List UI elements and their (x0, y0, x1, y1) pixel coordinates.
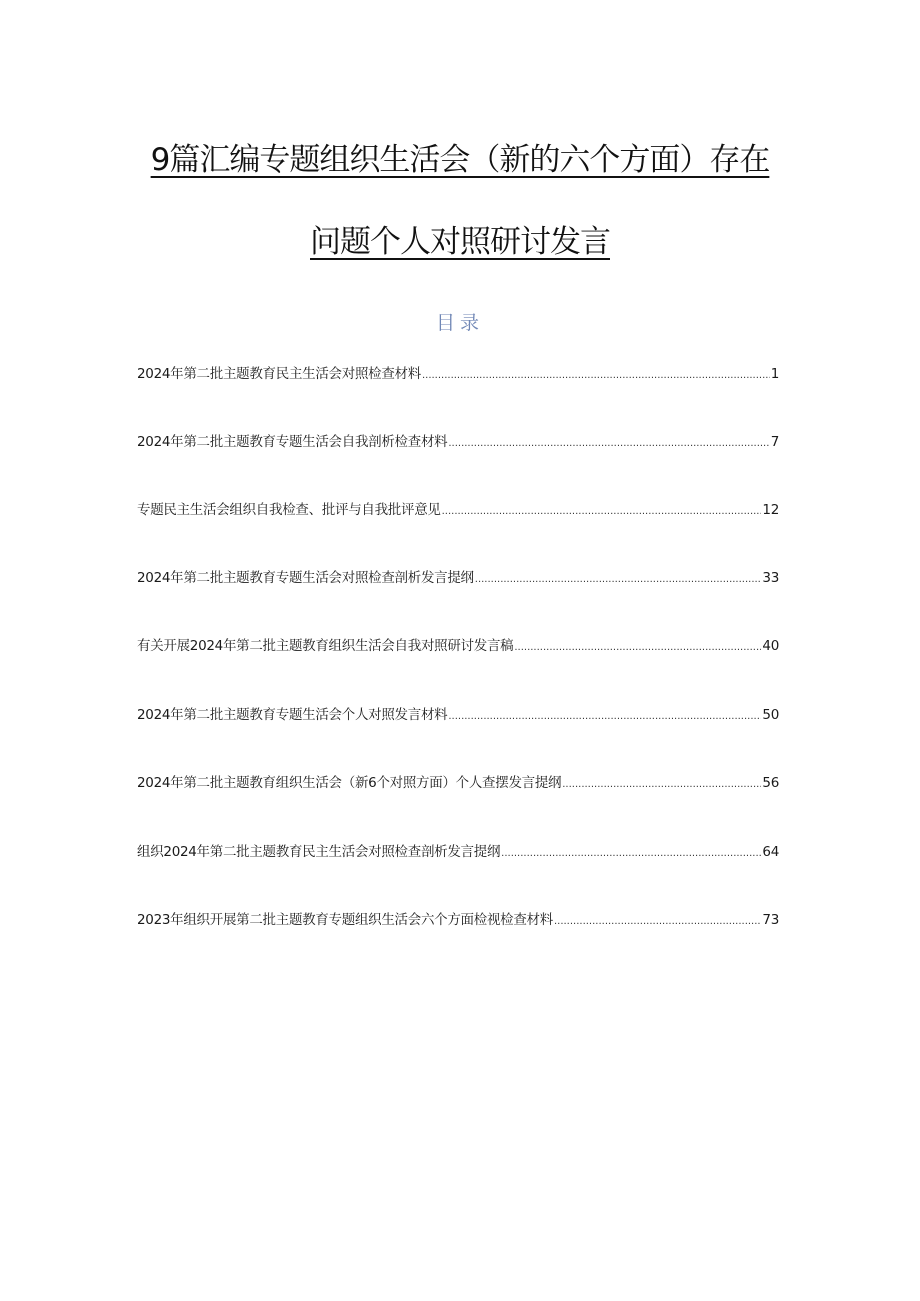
toc-entry-title: 2024年第二批主题教育民主生活会对照检查材料 (137, 366, 421, 382)
toc-entry-page: 1 (770, 366, 779, 382)
toc-leader-dots (501, 842, 761, 866)
document-title-text-2: 问题个人对照研讨发言 (310, 224, 610, 260)
toc-entry-title: 专题民主生活会组织自我检查、批评与自我批评意见 (137, 502, 441, 518)
toc-entry[interactable] (137, 908, 779, 932)
document-title-line-2 (0, 222, 920, 262)
toc-entry-title: 有关开展2024年第二批主题教育组织生活会自我对照研讨发言稿 (137, 638, 514, 654)
toc-entry-title: 组织2024年第二批主题教育民主生活会对照检查剖析发言提纲 (137, 844, 501, 860)
toc-entry[interactable] (137, 634, 779, 658)
toc-leader-dots (554, 910, 761, 934)
toc-entry-page: 73 (762, 912, 779, 928)
toc-entry[interactable] (137, 498, 779, 522)
toc-leader-dots (475, 568, 762, 592)
toc-entry[interactable] (137, 362, 779, 386)
toc-entry-title: 2023年组织开展第二批主题教育专题组织生活会六个方面检视检查材料 (137, 912, 553, 928)
toc-entry[interactable] (137, 566, 779, 590)
toc-leader-dots (562, 773, 761, 797)
toc-entry-page: 56 (762, 775, 779, 791)
toc-entry[interactable] (137, 703, 779, 727)
toc-leader-dots (442, 500, 762, 524)
toc-entry-page: 64 (762, 844, 779, 860)
toc-entry-page: 12 (762, 502, 779, 518)
toc-entry-page: 33 (762, 570, 779, 586)
toc-entry-page: 50 (762, 707, 779, 723)
toc-entry[interactable] (137, 771, 779, 795)
toc-entry-title: 2024年第二批主题教育专题生活会自我剖析检查材料 (137, 434, 448, 450)
document-title-line-1 (0, 140, 920, 180)
toc-entry[interactable] (137, 840, 779, 864)
toc-leader-dots (448, 432, 769, 456)
toc-entry-title: 2024年第二批主题教育组织生活会（新6个对照方面）个人查摆发言提纲 (137, 775, 562, 791)
toc-entry-title: 2024年第二批主题教育专题生活会对照检查剖析发言提纲 (137, 570, 474, 586)
toc-leader-dots (514, 636, 761, 660)
toc-leader-dots (422, 364, 770, 388)
toc-leader-dots (448, 705, 761, 729)
toc-heading: 目录 (435, 312, 484, 334)
toc-entry[interactable] (137, 430, 779, 454)
document-title-text-1: 9篇汇编专题组织生活会（新的六个方面）存在 (150, 142, 770, 178)
toc-entry-page: 7 (770, 434, 779, 450)
toc-entry-title: 2024年第二批主题教育专题生活会个人对照发言材料 (137, 707, 448, 723)
toc-entry-page: 40 (762, 638, 779, 654)
